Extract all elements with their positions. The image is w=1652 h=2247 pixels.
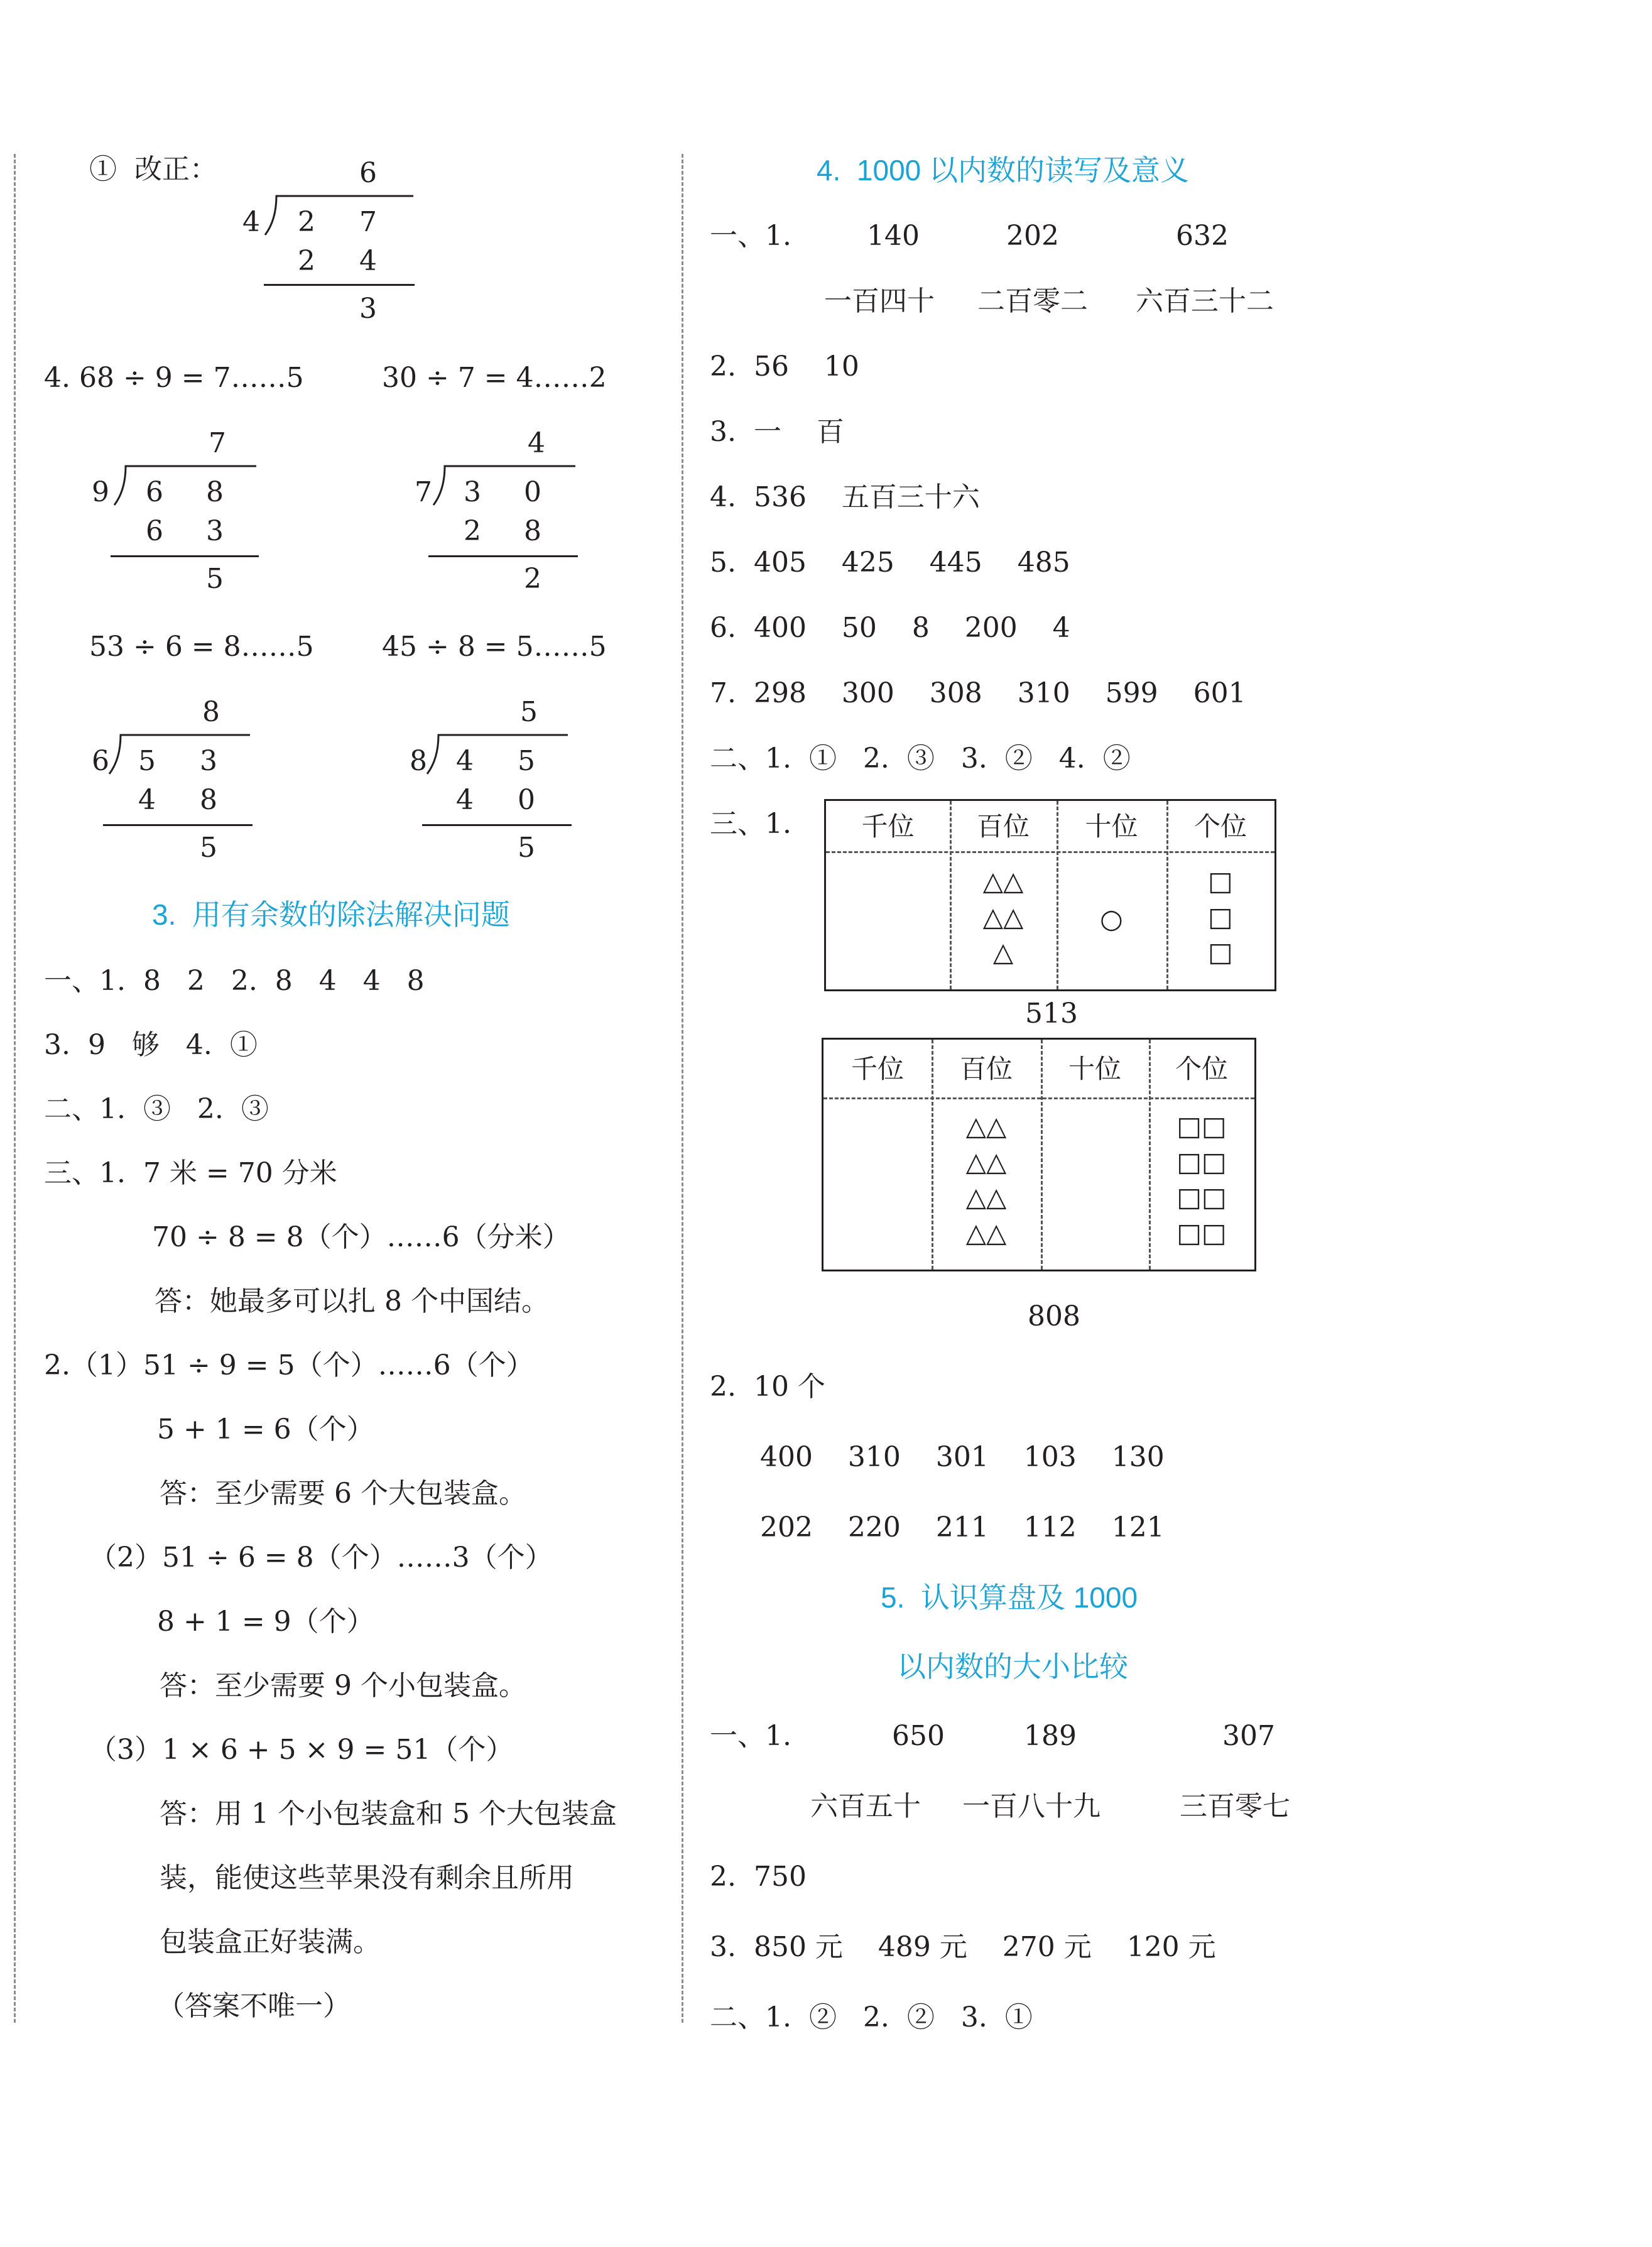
s3-line-10: （2）51 ÷ 6 = 8（个）……3（个） — [89, 1542, 553, 1574]
product-digit-2: 4 — [359, 245, 377, 277]
s3-line-11: 8 + 1 = 9（个） — [157, 1606, 374, 1638]
header-thousands: 千位 — [850, 1053, 904, 1084]
division-bracket — [112, 465, 256, 509]
product-digit-2: 8 — [200, 784, 217, 816]
r13-prefix: 一、1. — [710, 1720, 791, 1752]
subtraction-line — [422, 824, 572, 826]
r10-line: 2. 10 个 — [710, 1371, 825, 1403]
header-ones: 个位 — [1193, 811, 1247, 842]
r12-line: 202 220 211 112 121 — [760, 1511, 1165, 1543]
r1-word-3: 六百三十二 — [1136, 285, 1274, 317]
dividend-digit-1: 4 — [456, 745, 474, 777]
subtraction-line — [103, 824, 253, 826]
s3-line-3: 二、1. ③ 2. ③ — [44, 1093, 269, 1125]
quotient: 8 — [202, 696, 220, 728]
r13-word-3: 三百零七 — [1180, 1790, 1290, 1822]
ones-squares: □ □ □ — [1208, 866, 1233, 968]
division-bracket — [107, 734, 250, 778]
header-tens: 十位 — [1085, 811, 1138, 842]
r11-line: 400 310 301 103 130 — [760, 1441, 1165, 1473]
s3-line-15: 装，能使这些苹果没有剩余且所用 — [160, 1862, 574, 1894]
r15-line: 3. 850 元 489 元 270 元 120 元 — [710, 1931, 1216, 1963]
r13-number-1: 650 — [892, 1720, 945, 1752]
s3-line-9: 答：至少需要 6 个大包装盒。 — [160, 1477, 526, 1510]
dividend-digit-1: 6 — [146, 476, 163, 508]
subtraction-line — [264, 284, 415, 286]
r4-line: 4. 536 五百三十六 — [710, 481, 980, 513]
dividend-digit-2: 0 — [524, 476, 541, 508]
divisor: 9 — [92, 476, 109, 508]
r13-number-2: 189 — [1024, 1720, 1077, 1752]
fix-label: ① 改正： — [89, 153, 217, 185]
r1-word-1: 一百四十 — [824, 285, 935, 317]
header-ones: 个位 — [1175, 1053, 1228, 1084]
s3-line-8: 5 + 1 = 6（个） — [157, 1413, 374, 1445]
dividend-digit-1: 3 — [464, 476, 481, 508]
section-4-title: 4. 1000 以内数的读写及意义 — [817, 154, 1190, 187]
column-divider — [682, 154, 683, 2023]
remainder: 5 — [206, 563, 224, 595]
r8-line: 二、1. ① 2. ③ 3. ② 4. ② — [710, 743, 1131, 775]
dividend-digit-2: 7 — [359, 206, 377, 238]
dividend-digit-1: 2 — [298, 206, 315, 238]
q4-equation-b: 30 ÷ 7 = 4……2 — [382, 362, 607, 394]
r6-line: 6. 400 50 8 200 4 — [710, 612, 1070, 644]
r1-number-3: 632 — [1176, 220, 1229, 252]
product-digit-2: 0 — [518, 784, 535, 816]
remainder: 3 — [359, 293, 377, 325]
r9-prefix: 三、1. — [710, 808, 791, 840]
divisor: 7 — [415, 476, 432, 508]
hundreds-triangles: △△ △△ △△ △△ — [965, 1111, 1007, 1249]
quotient: 4 — [528, 427, 545, 459]
header-hundreds: 百位 — [959, 1053, 1013, 1084]
quotient: 6 — [359, 157, 377, 189]
division-bracket — [263, 195, 413, 239]
r14-line: 2. 750 — [710, 1861, 807, 1893]
ones-squares: □□ □□ □□ □□ — [1177, 1111, 1227, 1249]
dividend-digit-2: 3 — [200, 745, 217, 777]
subtraction-line — [428, 555, 578, 557]
s3-line-16: 包装盒正好装满。 — [160, 1926, 381, 1958]
remainder: 2 — [524, 563, 541, 595]
s3-line-5: 70 ÷ 8 = 8（个）……6（分米） — [152, 1221, 570, 1253]
remainder: 5 — [518, 832, 535, 864]
product-digit-2: 3 — [206, 515, 224, 547]
quotient: 5 — [520, 696, 538, 728]
r2-line: 2. 56 10 — [710, 351, 859, 383]
r13-number-3: 307 — [1222, 1720, 1275, 1752]
product-digit-1: 2 — [298, 245, 315, 277]
header-hundreds: 百位 — [976, 811, 1030, 842]
r1-prefix: 一、1. — [710, 220, 791, 252]
s3-line-6: 答：她最多可以扎 8 个中国结。 — [155, 1285, 549, 1317]
division-bracket — [431, 465, 575, 509]
s3-line-13: （3）1 × 6 + 5 × 9 = 51（个） — [89, 1734, 514, 1766]
s3-line-1: 一、1. 8 2 2. 8 4 4 8 — [44, 965, 425, 997]
table-2-number: 808 — [1028, 1300, 1080, 1332]
r13-word-2: 一百八十九 — [962, 1790, 1100, 1822]
hundreds-triangles: △△ △△ △ — [982, 866, 1024, 968]
division-bracket — [425, 734, 568, 778]
r3-line: 3. 一 百 — [710, 416, 844, 448]
s3-line-17: （答案不唯一） — [157, 1990, 351, 2022]
s3-line-4: 三、1. 7 米 = 70 分米 — [44, 1157, 337, 1189]
product-digit-2: 8 — [524, 515, 541, 547]
section-5-title-line-2: 以内数的大小比较 — [897, 1650, 1128, 1683]
dividend-digit-1: 5 — [138, 745, 156, 777]
s3-line-7: 2.（1）51 ÷ 9 = 5（个）……6（个） — [44, 1349, 534, 1381]
r1-number-1: 140 — [867, 220, 920, 252]
s3-line-12: 答：至少需要 9 个小包装盒。 — [160, 1670, 526, 1702]
s3-line-14: 答：用 1 个小包装盒和 5 个大包装盒 — [160, 1798, 617, 1830]
subtraction-line — [111, 555, 259, 557]
s3-line-2: 3. 9 够 4. ① — [44, 1029, 258, 1061]
place-value-table-2 — [822, 1038, 1256, 1271]
r5-line: 5. 405 425 445 485 — [710, 547, 1070, 579]
quotient: 7 — [209, 427, 226, 459]
section-3-title: 3. 用有余数的除法解决问题 — [152, 898, 510, 931]
divisor: 4 — [242, 206, 260, 238]
section-5-title-line-1: 5. 认识算盘及 1000 — [881, 1581, 1138, 1614]
divisor: 6 — [92, 745, 109, 777]
header-thousands: 千位 — [861, 811, 915, 842]
r7-line: 7. 298 300 308 310 599 601 — [710, 677, 1246, 709]
header-tens: 十位 — [1068, 1053, 1121, 1084]
product-digit-1: 4 — [138, 784, 156, 816]
left-margin-divider — [14, 154, 16, 2023]
remainder: 5 — [200, 832, 217, 864]
r1-number-2: 202 — [1006, 220, 1059, 252]
product-digit-1: 4 — [456, 784, 474, 816]
q4-equation-d: 45 ÷ 8 = 5……5 — [382, 631, 607, 663]
r1-word-2: 二百零二 — [977, 285, 1088, 317]
q4-equation-c: 53 ÷ 6 = 8……5 — [89, 631, 314, 663]
divisor: 8 — [410, 745, 427, 777]
place-value-table-1 — [824, 799, 1276, 991]
tens-circle: ○ — [1100, 903, 1123, 934]
product-digit-1: 2 — [464, 515, 481, 547]
q4-equation-a: 4. 68 ÷ 9 = 7……5 — [44, 362, 304, 394]
table-1-number: 513 — [1025, 998, 1078, 1030]
product-digit-1: 6 — [146, 515, 163, 547]
r16-line: 二、1. ② 2. ② 3. ① — [710, 2001, 1033, 2033]
dividend-digit-2: 8 — [206, 476, 224, 508]
dividend-digit-2: 5 — [518, 745, 535, 777]
r13-word-1: 六百五十 — [810, 1790, 921, 1822]
